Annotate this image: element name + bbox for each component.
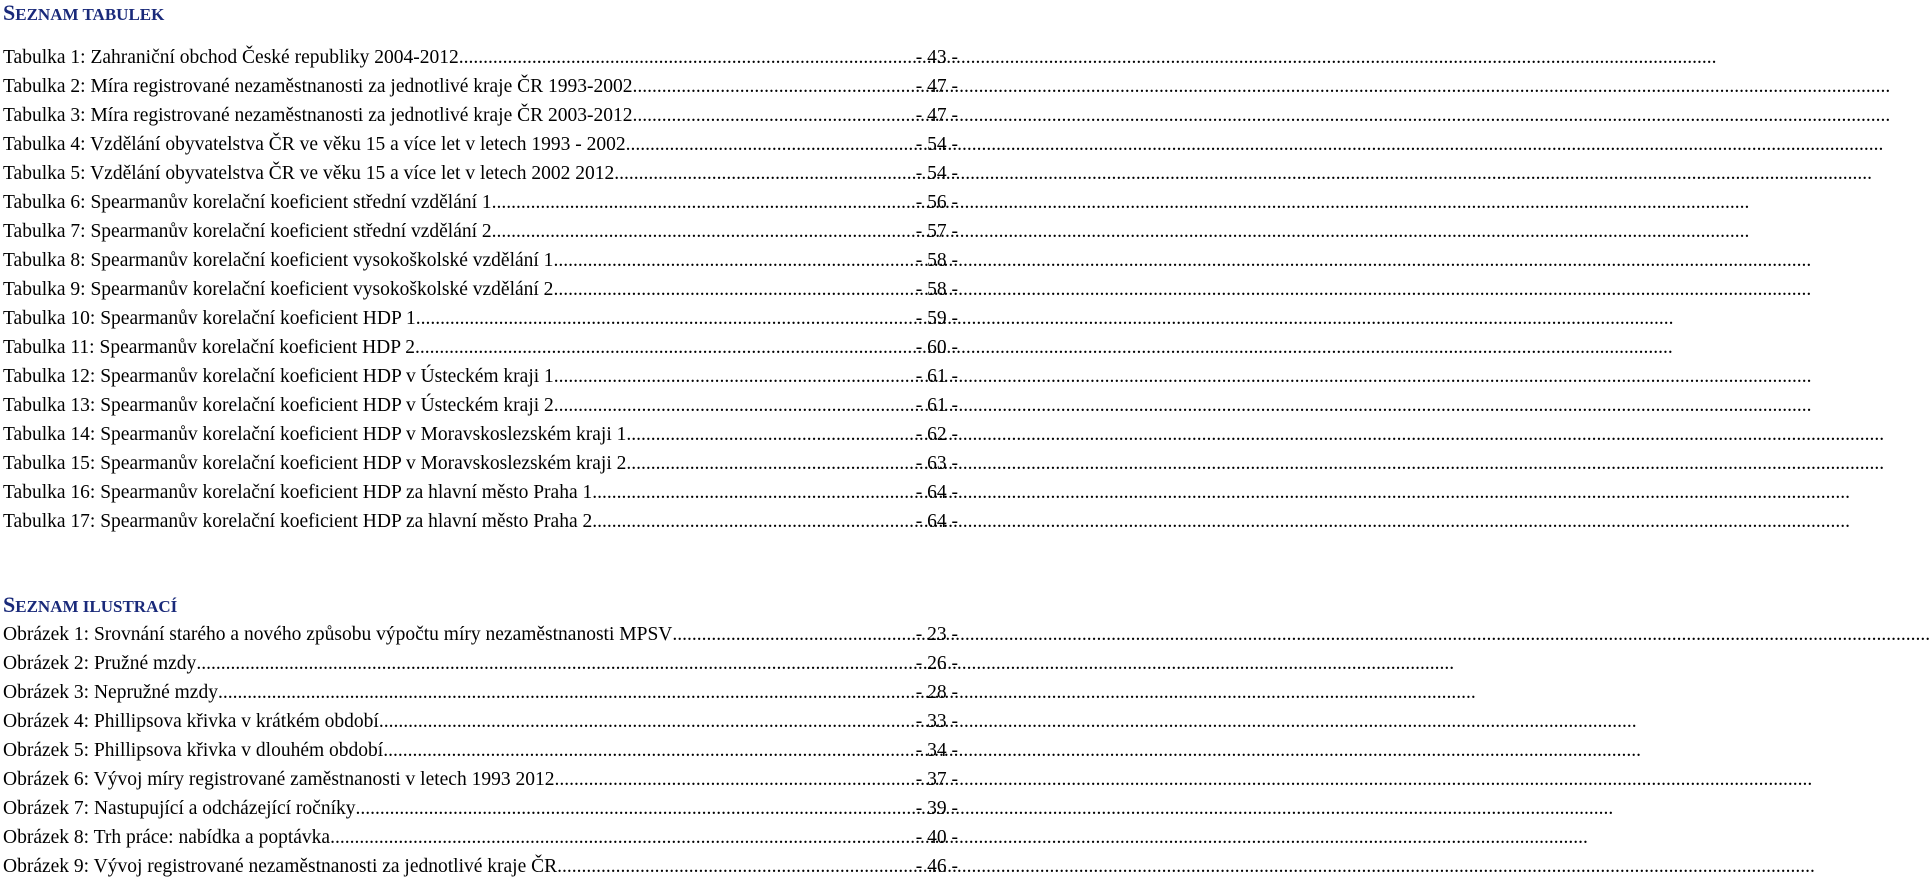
figures-list-section (3, 592, 958, 881)
dot-leader (416, 304, 916, 333)
dot-leader (557, 852, 916, 881)
figures-toc-list (3, 620, 958, 881)
dot-leader (553, 275, 915, 304)
dot-leader (330, 823, 916, 852)
table-entry[interactable] (3, 159, 958, 188)
dot-leader (614, 159, 915, 188)
table-entry-label[interactable]: Tabulka 3: Míra registrované nezaměstnanosti za jednotlivé kraje ČR 2003-2012 (3, 105, 633, 126)
table-entry[interactable] (3, 72, 958, 101)
table-entry-label[interactable]: Tabulka 1: Zahraniční obchod České republiky 2004-2012 (3, 47, 459, 68)
dot-leader (218, 678, 916, 707)
table-entry-page-number[interactable]: - 60 - (915, 337, 958, 358)
figure-entry[interactable] (3, 649, 958, 678)
table-entry[interactable] (3, 188, 958, 217)
figures-heading-rest: EZNAM ILUSTRACÍ (15, 597, 178, 616)
table-entry[interactable] (3, 275, 958, 304)
table-entry-page-number[interactable]: - 58 - (915, 250, 958, 271)
figure-entry[interactable] (3, 794, 958, 823)
dot-leader (633, 101, 916, 130)
figure-entry-label[interactable]: Obrázek 8: Trh práce: nabídka a poptávka (3, 827, 331, 848)
dot-leader (379, 707, 916, 736)
tables-heading-rest: EZNAM TABULEK (15, 5, 165, 24)
tables-heading-initial: S (3, 0, 16, 25)
figure-entry-label[interactable]: Obrázek 4: Phillipsova křivka v krátkém období (3, 711, 379, 732)
table-entry-label[interactable]: Tabulka 7: Spearmanův korelační koeficient střední vzdělání 2 (3, 221, 492, 242)
figure-entry[interactable] (3, 707, 958, 736)
figure-entry-label[interactable]: Obrázek 6: Vývoj míry registrované zaměstnanosti v letech 1993 2012 (3, 769, 555, 790)
dot-leader (626, 130, 916, 159)
dot-leader (592, 507, 916, 536)
table-entry-label[interactable]: Tabulka 5: Vzdělání obyvatelstva ČR ve věku 15 a více let v letech 2002 2012 (3, 163, 615, 184)
figure-entry-label[interactable]: Obrázek 5: Phillipsova křivka v dlouhém období (3, 740, 384, 761)
table-entry-page-number[interactable]: - 54 - (915, 163, 958, 184)
table-entry[interactable] (3, 43, 958, 72)
table-entry-label[interactable]: Tabulka 9: Spearmanův korelační koeficient vysokoškolské vzdělání 2 (3, 279, 554, 300)
table-entry[interactable] (3, 362, 958, 391)
tables-heading (3, 0, 958, 26)
table-entry[interactable] (3, 333, 958, 362)
table-entry-label[interactable]: Tabulka 16: Spearmanův korelační koeficient HDP za hlavní město Praha 1 (3, 482, 593, 503)
table-entry-label[interactable]: Tabulka 17: Spearmanův korelační koeficient HDP za hlavní město Praha 2 (3, 511, 593, 532)
figure-entry-page-number[interactable]: - 40 - (915, 827, 958, 848)
figure-entry[interactable] (3, 736, 958, 765)
table-entry[interactable] (3, 246, 958, 275)
table-entry-label[interactable]: Tabulka 14: Spearmanův korelační koeficient HDP v Moravskoslezském kraji 1 (3, 424, 627, 445)
figure-entry[interactable] (3, 765, 958, 794)
table-entry-page-number[interactable]: - 56 - (915, 192, 958, 213)
table-entry[interactable] (3, 449, 958, 478)
table-entry-label[interactable]: Tabulka 8: Spearmanův korelační koeficient vysokoškolské vzdělání 1 (3, 250, 554, 271)
figure-entry-page-number[interactable]: - 39 - (915, 798, 958, 819)
dot-leader (553, 246, 915, 275)
table-entry-label[interactable]: Tabulka 2: Míra registrované nezaměstnanosti za jednotlivé kraje ČR 1993-2002 (3, 76, 633, 97)
table-entry[interactable] (3, 130, 958, 159)
table-entry-page-number[interactable]: - 47 - (915, 76, 958, 97)
figure-entry-page-number[interactable]: - 46 - (915, 856, 958, 877)
figure-entry[interactable] (3, 823, 958, 852)
table-entry-page-number[interactable]: - 58 - (915, 279, 958, 300)
dot-leader (626, 449, 915, 478)
dot-leader (415, 333, 916, 362)
figure-entry[interactable] (3, 620, 958, 649)
table-entry-page-number[interactable]: - 64 - (915, 482, 958, 503)
table-entry-page-number[interactable]: - 63 - (915, 453, 958, 474)
dot-leader (672, 620, 915, 649)
table-entry[interactable] (3, 420, 958, 449)
table-entry-page-number[interactable]: - 64 - (915, 511, 958, 532)
figure-entry-label[interactable]: Obrázek 7: Nastupující a odcházející ročníky (3, 798, 356, 819)
figure-entry-page-number[interactable]: - 34 - (915, 740, 958, 761)
table-entry[interactable] (3, 391, 958, 420)
figure-entry-label[interactable]: Obrázek 2: Pružné mzdy (3, 653, 197, 674)
figure-entry[interactable] (3, 678, 958, 707)
figure-entry-page-number[interactable]: - 23 - (915, 624, 958, 645)
dot-leader (492, 217, 916, 246)
figure-entry-page-number[interactable]: - 26 - (915, 653, 958, 674)
dot-leader (492, 188, 916, 217)
table-entry-label[interactable]: Tabulka 13: Spearmanův korelační koeficient HDP v Ústeckém kraji 2 (3, 395, 554, 416)
table-entry-label[interactable]: Tabulka 12: Spearmanův korelační koeficient HDP v Ústeckém kraji 1 (3, 366, 554, 387)
table-entry-page-number[interactable]: - 57 - (915, 221, 958, 242)
figure-entry-page-number[interactable]: - 28 - (915, 682, 958, 703)
figure-entry-label[interactable]: Obrázek 9: Vývoj registrované nezaměstnanosti za jednotlivé kraje ČR (3, 856, 558, 877)
table-entry-label[interactable]: Tabulka 6: Spearmanův korelační koeficient střední vzdělání 1 (3, 192, 492, 213)
table-entry-label[interactable]: Tabulka 15: Spearmanův korelační koeficient HDP v Moravskoslezském kraji 2 (3, 453, 627, 474)
table-entry-label[interactable]: Tabulka 11: Spearmanův korelační koeficient HDP 2 (3, 337, 415, 358)
table-entry-page-number[interactable]: - 47 - (915, 105, 958, 126)
dot-leader (383, 736, 916, 765)
table-entry-label[interactable]: Tabulka 10: Spearmanův korelační koeficient HDP 1 (3, 308, 416, 329)
table-entry[interactable] (3, 101, 958, 130)
dot-leader (626, 420, 915, 449)
tables-toc-list (3, 43, 958, 536)
table-entry-page-number[interactable]: - 62 - (915, 424, 958, 445)
table-entry-page-number[interactable]: - 59 - (915, 308, 958, 329)
table-entry-page-number[interactable]: - 61 - (915, 395, 958, 416)
table-entry[interactable] (3, 507, 958, 536)
table-entry[interactable] (3, 217, 958, 246)
dot-leader (592, 478, 916, 507)
dot-leader (633, 72, 916, 101)
table-entry-page-number[interactable]: - 61 - (915, 366, 958, 387)
dot-leader (554, 362, 916, 391)
table-entry-page-number[interactable]: - 43 - (915, 47, 958, 68)
figures-heading (3, 592, 958, 618)
dot-leader (356, 794, 916, 823)
figure-entry-page-number[interactable]: - 37 - (915, 769, 958, 790)
dot-leader (459, 43, 916, 72)
table-entry[interactable] (3, 478, 958, 507)
table-entry[interactable] (3, 304, 958, 333)
figure-entry-label[interactable]: Obrázek 3: Nepružné mzdy (3, 682, 218, 703)
figure-entry[interactable] (3, 852, 958, 881)
tables-list-section (3, 0, 958, 536)
dot-leader (554, 391, 916, 420)
table-entry-label[interactable]: Tabulka 4: Vzdělání obyvatelstva ČR ve věku 15 a více let v letech 1993 - 2002 (3, 134, 626, 155)
figure-entry-label[interactable]: Obrázek 1: Srovnání starého a nového způsobu výpočtu míry nezaměstnanosti MPSV (3, 624, 673, 645)
figure-entry-page-number[interactable]: - 33 - (915, 711, 958, 732)
dot-leader (554, 765, 915, 794)
dot-leader (196, 649, 915, 678)
table-entry-page-number[interactable]: - 54 - (915, 134, 958, 155)
figures-heading-initial: S (3, 592, 16, 617)
